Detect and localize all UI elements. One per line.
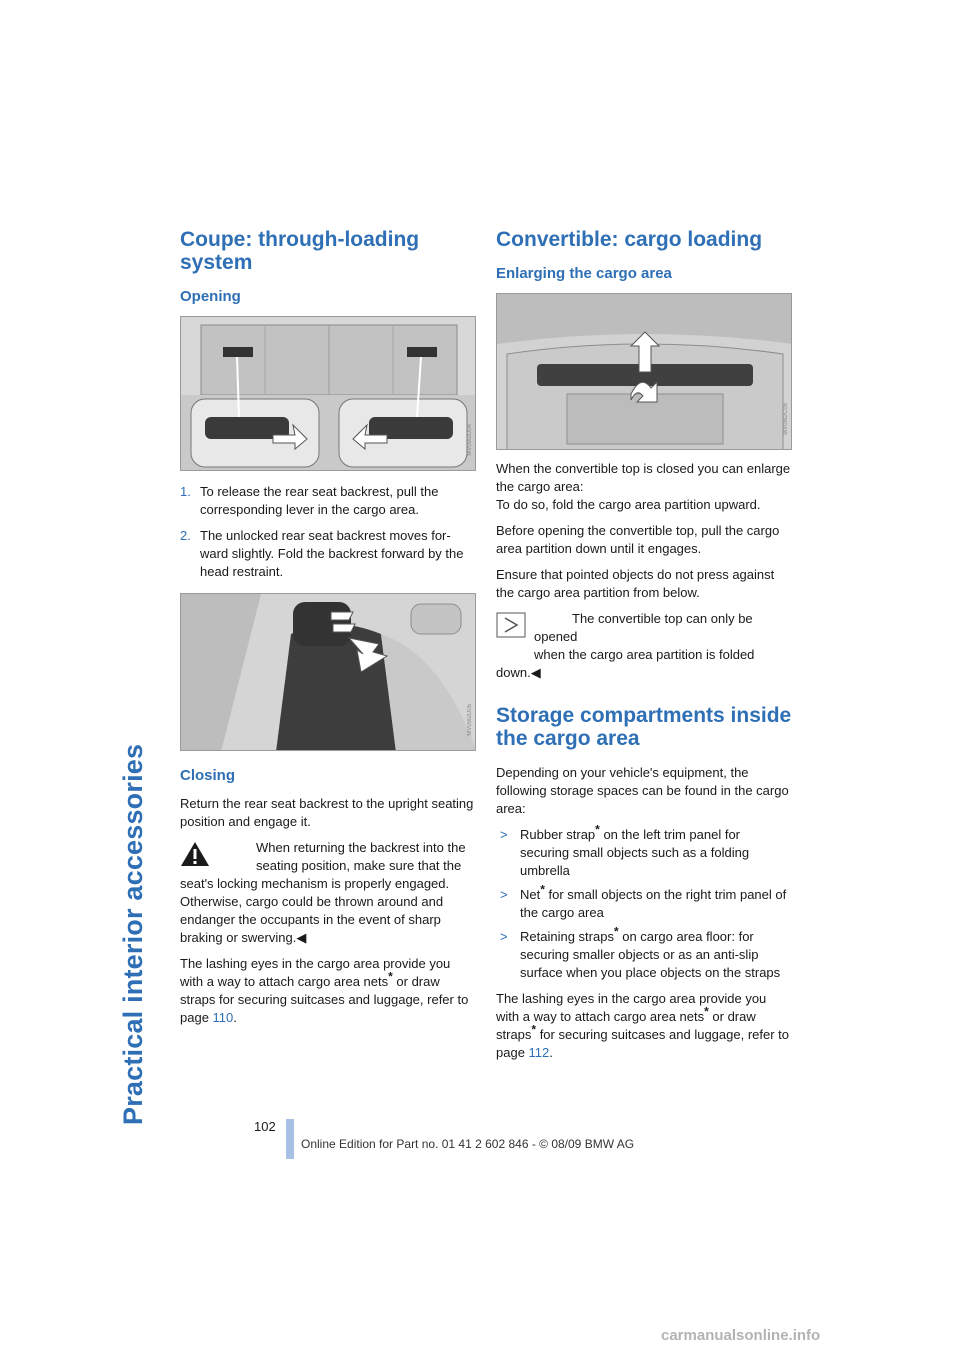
before-opening-paragraph: Before opening the convertible top, pull the cargo area partition down until it engages.	[496, 523, 780, 556]
list-item: > Rubber strap* on the left trim panel for securing small objects such as a folding umbrella	[500, 822, 750, 878]
optional-equipment-star: *	[540, 882, 545, 897]
footer-accent-bar	[286, 1119, 294, 1159]
enlarge-paragraph: When the convertible top is closed you can enlarge the cargo area: To do so, fold the cargo area partition upward.	[496, 461, 791, 512]
list-item	[180, 527, 476, 581]
closing-paragraph: Return the rear seat backrest to the upright seating position and engage it.	[180, 796, 474, 829]
optional-equipment-star: *	[595, 822, 600, 837]
figure-seat-release-levers	[180, 316, 476, 471]
bullet: >	[500, 929, 508, 944]
figure-fold-backrest	[180, 593, 476, 751]
optional-equipment-star: *	[388, 969, 393, 984]
step-number: 1.	[180, 484, 191, 499]
page-link-110[interactable]: 110	[212, 1010, 234, 1025]
cargo-partition-illustration	[497, 294, 792, 450]
subheading-opening: Opening	[180, 288, 241, 305]
lashing-eyes-paragraph-right: The lashing eyes in the cargo area provide you with a way to attach cargo area nets* or draw straps* for securing suitcases and luggage, refer to page 112.	[496, 991, 790, 1060]
chapter-title: Practical interior accessories	[118, 743, 148, 1125]
bullet: >	[500, 887, 508, 902]
figure-code: MV09I2D04	[467, 424, 473, 456]
figure-code: MV09I2D05	[467, 704, 473, 736]
storage-paragraph: Depending on your vehicle's equipment, the following storage spaces can be found in the cargo area:	[496, 765, 789, 816]
note-corner-icon	[496, 612, 526, 638]
step-number: 2.	[180, 528, 191, 543]
left-column	[180, 228, 476, 1035]
note-text-line1: The convertible top can only be opened	[534, 611, 753, 644]
list-item: > Net* for small objects on the right trim panel of the cargo area	[500, 882, 787, 920]
step-text: To release the rear seat backrest, pull the corresponding lever in the cargo area.	[200, 484, 439, 517]
warning-text-line2: seating position, make sure that the	[256, 858, 462, 873]
storage-list	[496, 822, 792, 982]
footer-edition: Online Edition for Part no. 01 41 2 602 846 - © 08/09 BMW AG	[301, 1137, 635, 1151]
lashing-eyes-paragraph: The lashing eyes in the cargo area provide you with a way to attach cargo area nets* or draw straps for securing suitcases and luggage, refer to page 110.	[180, 956, 469, 1025]
figure-cargo-partition	[496, 293, 792, 450]
watermark: carmanualsonline.info	[661, 1327, 821, 1344]
section-heading-convertible: Convertible: cargo loading	[496, 228, 763, 251]
pointed-objects-paragraph: Ensure that pointed objects do not press against the cargo area partition from below.	[496, 567, 775, 600]
fold-backrest-illustration	[181, 594, 476, 751]
bullet: >	[500, 827, 508, 842]
optional-equipment-star: *	[704, 1004, 709, 1019]
page-link-112[interactable]: 112	[528, 1045, 550, 1060]
subheading-enlarging: Enlarging the cargo area	[496, 265, 672, 282]
section-heading-storage: Storage compartments inside the cargo area	[496, 704, 792, 750]
note-text-rest: down.◀	[496, 665, 541, 680]
note-text-line2: when the cargo area partition is folded	[534, 647, 755, 662]
optional-equipment-star: *	[613, 924, 619, 939]
optional-equipment-star: *	[531, 1022, 537, 1037]
warning-note	[180, 839, 476, 947]
info-note	[496, 610, 792, 682]
list-item: > Retaining straps* on cargo area floor: for securing smaller objects or as an anti-slip surface when you place objects on the straps	[500, 924, 781, 980]
figure-code: MV08I2C05	[783, 403, 789, 435]
page-number: 102	[254, 1119, 276, 1134]
warning-text-rest: seat's locking mechanism is properly engaged. Otherwise, cargo could be thrown around and endanger the occupants in the event of sharp braking or swerving.◀	[180, 876, 450, 945]
warning-icon	[180, 841, 210, 867]
warning-text-line1: When returning the backrest into the	[256, 840, 466, 855]
step-text: The unlocked rear seat backrest moves for-ward slightly. Fold the backrest forward by the head restraint.	[200, 528, 464, 579]
section-heading-through-loading: Coupe: through-loading system	[180, 228, 420, 274]
subheading-closing: Closing	[180, 767, 235, 784]
release-levers-illustration	[181, 317, 476, 471]
opening-steps	[180, 483, 476, 581]
right-column	[496, 228, 792, 1070]
list-item	[180, 483, 476, 519]
